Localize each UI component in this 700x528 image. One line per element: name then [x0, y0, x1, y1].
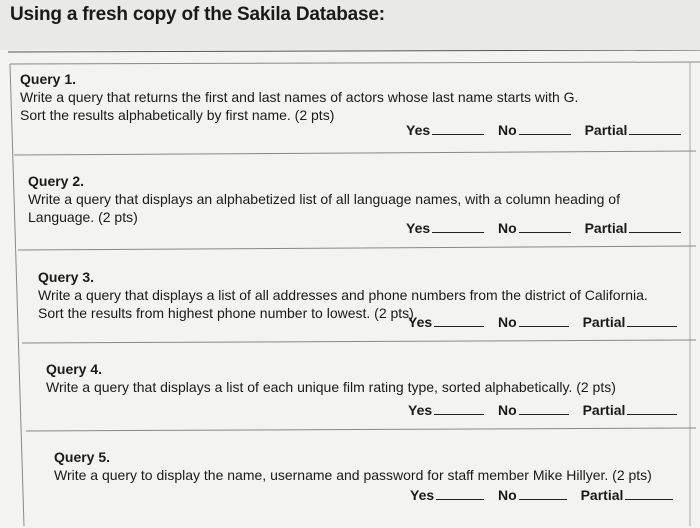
query-title: Query 2. — [28, 173, 85, 189]
partial-label: Partial — [580, 487, 624, 503]
partial-blank[interactable] — [629, 133, 681, 135]
query-2 — [28, 172, 620, 226]
query-text: Write a query that displays an alphabetized list of all language names, with a column heading of — [28, 191, 620, 207]
yes-blank[interactable] — [436, 498, 484, 500]
partial-blank[interactable] — [625, 498, 673, 500]
no-blank[interactable] — [519, 133, 571, 135]
partial-blank[interactable] — [627, 325, 677, 327]
query-4 — [46, 360, 616, 396]
query-title: Query 5. — [54, 449, 111, 465]
query-text: Write a query that displays a list of each unique film rating type, sorted alphabetically. (2 pts) — [46, 379, 616, 395]
query-text: Language. (2 pts) — [28, 209, 138, 225]
grading-4 — [408, 402, 687, 418]
query-5 — [54, 448, 652, 484]
no-blank[interactable] — [519, 498, 567, 500]
query-title: Query 1. — [20, 71, 77, 87]
yes-blank[interactable] — [434, 413, 484, 415]
yes-label: Yes — [408, 314, 433, 330]
grading-1 — [406, 122, 691, 138]
grading-3 — [408, 314, 687, 330]
no-label: No — [498, 122, 517, 138]
no-label: No — [498, 487, 517, 503]
yes-label: Yes — [406, 122, 431, 138]
partial-label: Partial — [582, 402, 626, 418]
no-label: No — [498, 220, 517, 236]
yes-blank[interactable] — [434, 325, 484, 327]
partial-label: Partial — [582, 314, 626, 330]
grading-5 — [410, 487, 683, 503]
grading-2 — [406, 220, 691, 236]
no-blank[interactable] — [519, 231, 571, 233]
yes-blank[interactable] — [432, 133, 484, 135]
yes-label: Yes — [406, 220, 431, 236]
query-title: Query 3. — [38, 269, 95, 285]
partial-blank[interactable] — [627, 413, 677, 415]
page-title: Using a fresh copy of the Sakila Database: — [10, 4, 385, 25]
query-text: Sort the results from highest phone number to lowest. (2 pts) — [38, 305, 414, 321]
partial-label: Partial — [584, 122, 628, 138]
no-blank[interactable] — [519, 413, 569, 415]
query-text: Sort the results alphabetically by first name. (2 pts) — [20, 107, 335, 123]
partial-blank[interactable] — [629, 231, 681, 233]
yes-label: Yes — [410, 487, 435, 503]
worksheet — [0, 50, 700, 528]
query-title: Query 4. — [46, 361, 103, 377]
query-text: Write a query that returns the first and last names of actors whose last name starts with G. — [20, 89, 579, 105]
no-blank[interactable] — [519, 325, 569, 327]
no-label: No — [498, 314, 517, 330]
partial-label: Partial — [584, 220, 628, 236]
no-label: No — [498, 402, 517, 418]
query-text: Write a query that displays a list of all addresses and phone numbers from the district of California. — [38, 287, 648, 303]
query-text: Write a query to display the name, username and password for staff member Mike Hillyer. (2 pts) — [54, 467, 652, 483]
yes-label: Yes — [408, 402, 433, 418]
query-1 — [20, 70, 578, 124]
yes-blank[interactable] — [432, 231, 484, 233]
